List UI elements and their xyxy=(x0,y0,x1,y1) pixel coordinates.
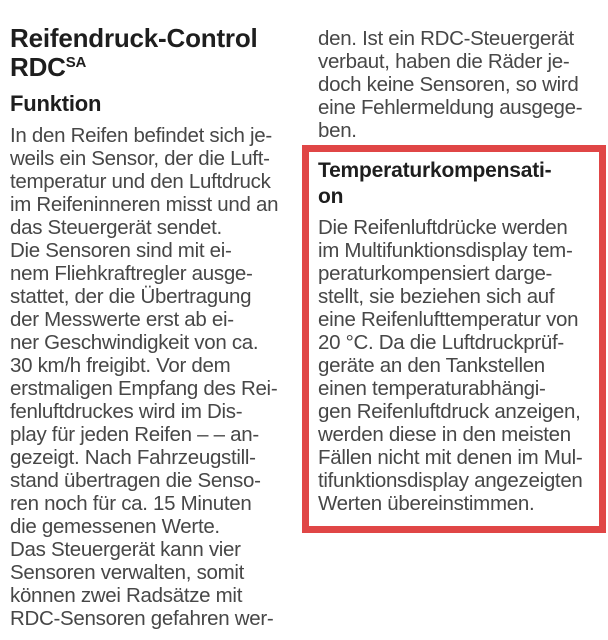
text-line: die gemessenen Werte. xyxy=(10,515,220,538)
text-line: In den Reifen befindet sich je- xyxy=(10,124,272,147)
left-column xyxy=(10,24,302,630)
text-line: Sensoren verwalten, somit xyxy=(10,561,245,584)
right-column xyxy=(302,24,606,533)
text-line: eine Reifenlufttemperatur von xyxy=(318,308,579,331)
function-paragraph xyxy=(10,124,302,630)
continuation-paragraph xyxy=(302,27,606,142)
text-line: Temperaturkompensati- xyxy=(318,159,552,182)
text-line: das Steuergerät sendet. xyxy=(10,216,222,239)
text-line: im Multifunktionsdisplay tem- xyxy=(318,239,573,262)
page-title xyxy=(10,24,302,82)
text-line: Werten übereinstimmen. xyxy=(318,492,535,515)
text-line: verbaut, haben die Räder je- xyxy=(318,50,570,73)
text-line: im Reifeninneren misst und an xyxy=(10,193,279,216)
text-line: ren noch für ca. 15 Minuten xyxy=(10,492,252,515)
section-heading-funktion: Funktion xyxy=(10,91,102,116)
text-line: weils ein Sensor, der die Luft- xyxy=(10,147,270,170)
text-line: on xyxy=(318,185,344,208)
text-line: Die Sensoren sind mit ei- xyxy=(10,239,232,262)
text-line: können zwei Radsätze mit xyxy=(10,584,243,607)
page-title-rdc: RDC xyxy=(10,52,66,82)
page-title-line2 xyxy=(10,53,302,82)
text-line: stattet, der die Übertragung xyxy=(10,285,252,308)
text-line: temperatur und den Luftdruck xyxy=(10,170,271,193)
text-line: 20 °C. Da die Luftdruckprüf- xyxy=(318,331,564,354)
text-line: RDC-Sensoren gefahren wer- xyxy=(10,607,274,630)
warning-box xyxy=(302,145,606,533)
text-line: den. Ist ein RDC-Steuergerät xyxy=(318,27,574,50)
text-line: erstmaligen Empfang des Rei- xyxy=(10,377,278,400)
warning-box-paragraph xyxy=(318,216,595,515)
text-line: gen Reifenluftdruck anzeigen, xyxy=(318,400,581,423)
warning-box-heading xyxy=(318,158,595,210)
text-line: stand übertragen die Senso- xyxy=(10,469,261,492)
text-line: werden diese in den meisten xyxy=(318,423,571,446)
text-line: nem Fliehkraftregler ausge- xyxy=(10,262,253,285)
text-line: 30 km/h freigibt. Vor dem xyxy=(10,354,231,377)
text-line: stellt, sie beziehen sich auf xyxy=(318,285,555,308)
text-line: einen temperaturabhängi- xyxy=(318,377,546,400)
page-title-superscript: SA xyxy=(65,54,87,71)
text-line: fenluftdruckes wird im Dis- xyxy=(10,400,243,423)
text-line: peraturkompensiert darge- xyxy=(318,262,553,285)
text-line: geräte an den Tankstellen xyxy=(318,354,545,377)
text-line: der Messwerte erst ab ei- xyxy=(10,308,234,331)
text-line: eine Fehlermeldung ausgege- xyxy=(318,96,583,119)
text-line: Die Reifenluftdrücke werden xyxy=(318,216,568,239)
text-line: tifunktionsdisplay angezeigten xyxy=(318,469,583,492)
page-title-line1: Reifendruck-Control xyxy=(10,23,258,53)
text-line: Fällen nicht mit denen im Mul- xyxy=(318,446,583,469)
text-line: ner Geschwindigkeit von ca. xyxy=(10,331,259,354)
text-line: ben. xyxy=(318,119,357,142)
text-line: gezeigt. Nach Fahrzeugstill- xyxy=(10,446,256,469)
text-line: Das Steuergerät kann vier xyxy=(10,538,241,561)
text-line: doch keine Sensoren, so wird xyxy=(318,73,579,96)
text-line: play für jeden Reifen – – an- xyxy=(10,423,259,446)
